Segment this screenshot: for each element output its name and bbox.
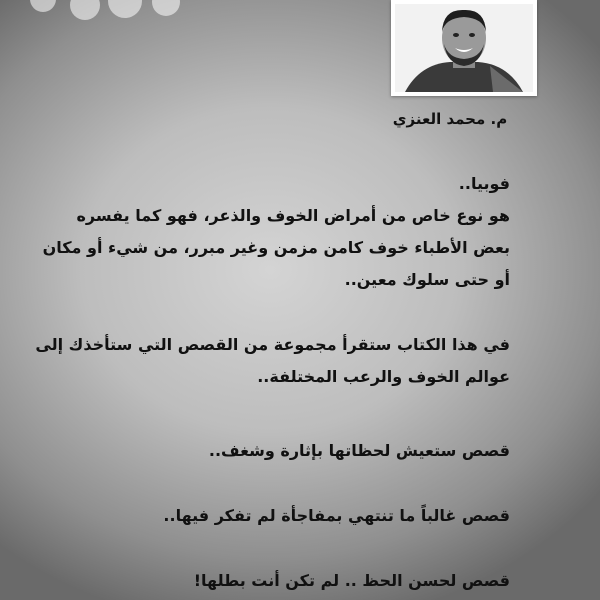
text-line: أو حتى سلوك معين.. — [344, 270, 510, 289]
text-line: عوالم الخوف والرعب المختلفة.. — [257, 367, 510, 386]
text-line: في هذا الكتاب ستقرأ مجموعة من القصص التي ستأخذك إلى — [35, 335, 510, 354]
text-line: هو نوع خاص من أمراض الخوف والذعر، فهو كما يفسره — [76, 206, 510, 225]
paragraph-phobia-definition — [42, 168, 510, 296]
text-line: فوبيا.. — [458, 174, 510, 193]
text-line: قصص لحسن الحظ .. لم تكن أنت بطلها! — [193, 571, 510, 590]
author-photo — [391, 0, 537, 96]
paragraph-stories-excitement — [70, 435, 510, 467]
text-line: قصص ستعيش لحظاتها بإثارة وشغف.. — [208, 441, 510, 460]
text-line: بعض الأطباء خوف كامن مزمن وغير مبرر، من شيء أو مكان — [42, 238, 510, 257]
paragraph-book-intro — [35, 329, 510, 393]
paragraph-stories-surprise — [70, 500, 510, 532]
text-line: قصص غالباً ما تنتهي بمفاجأة لم تفكر فيها.. — [163, 506, 510, 525]
paragraph-stories-luck — [70, 565, 510, 597]
decorative-bubbles — [30, 0, 200, 24]
author-name: م. محمد العنزي — [392, 110, 508, 128]
